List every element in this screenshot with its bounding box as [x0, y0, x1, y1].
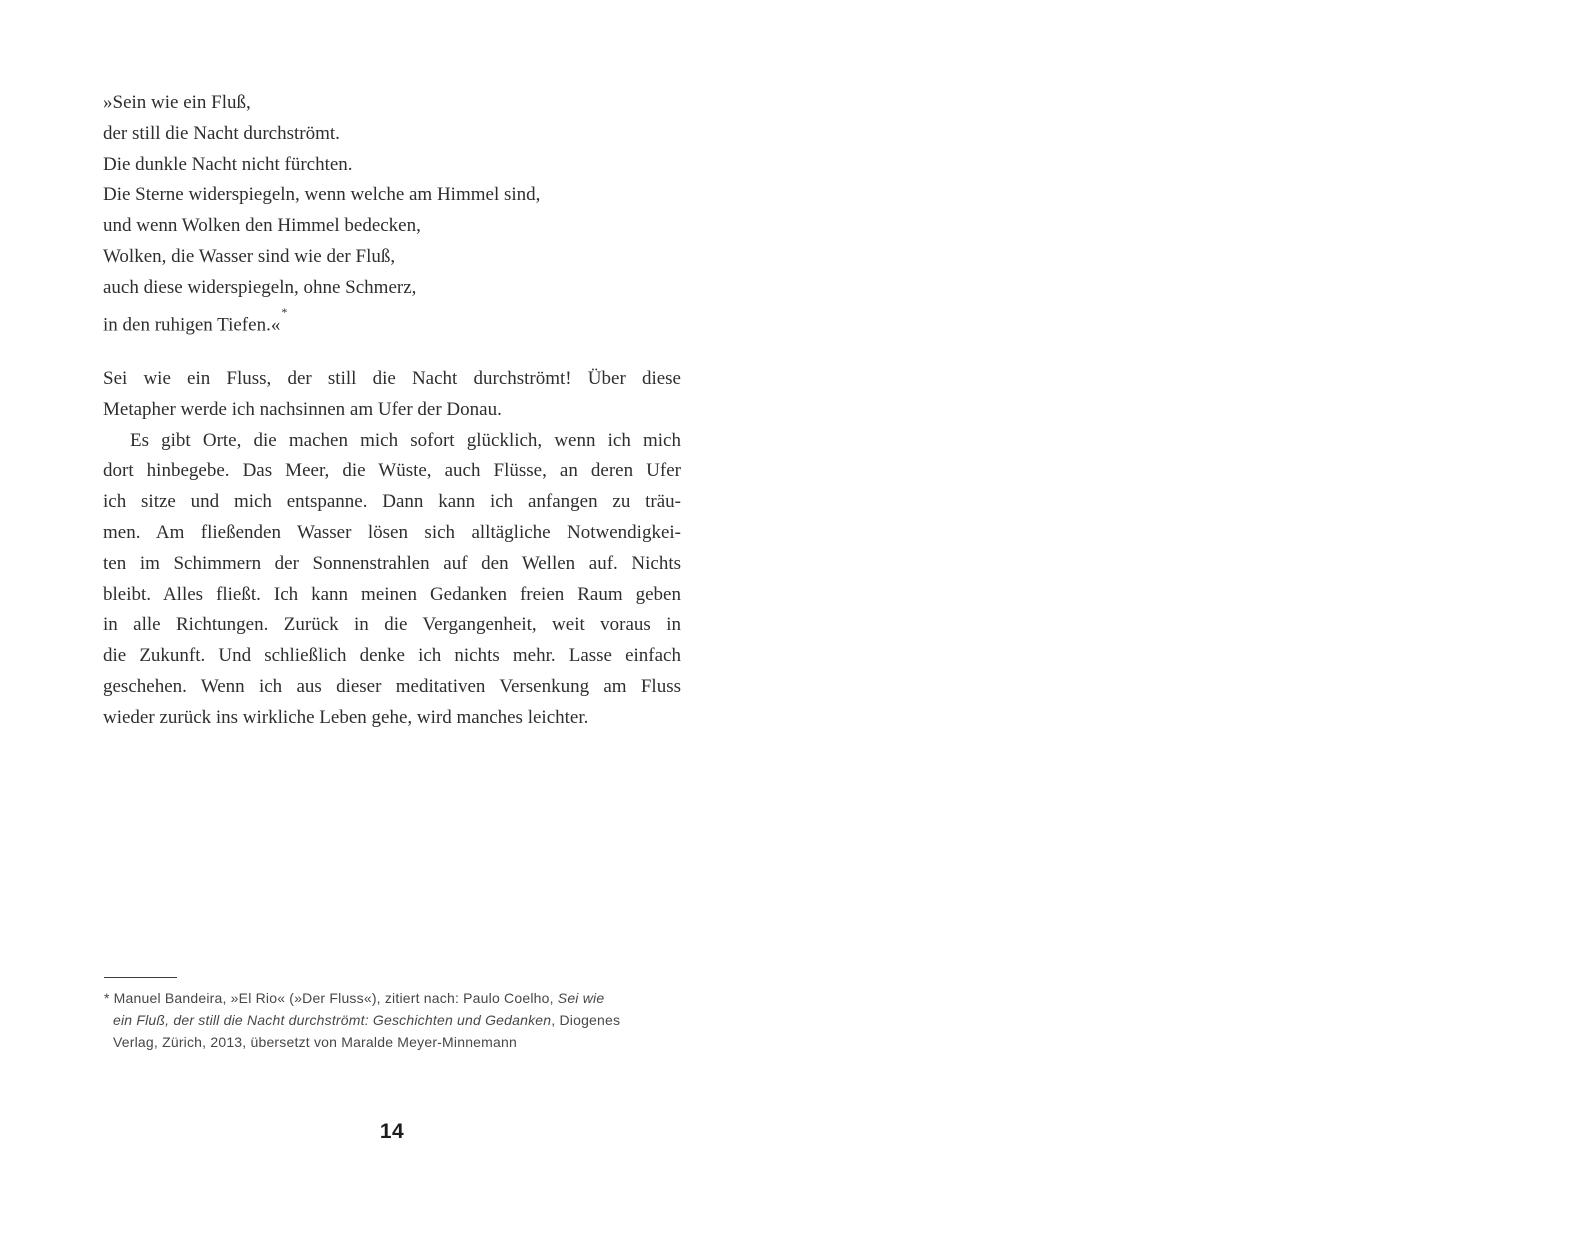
footnote-text: , Diogenes: [551, 1012, 621, 1028]
footnote-rule: [104, 977, 177, 978]
prose-line: bleibt. Alles fließt. Ich kann meinen Gedanken freien Raum geben: [103, 583, 681, 605]
prose-line: geschehen. Wenn ich aus dieser meditativen Versenkung am Fluss: [103, 675, 681, 697]
footnote-text: Verlag, Zürich, 2013, übersetzt von Maralde Meyer-Minnemann: [113, 1034, 517, 1050]
prose-line: Metapher werde ich nachsinnen am Ufer der Donau.: [103, 398, 502, 420]
poem-line: auch diese widerspiegeln, ohne Schmerz,: [103, 276, 417, 298]
prose-line: men. Am fließenden Wasser lösen sich alltägliche Notwendigkei-: [103, 521, 681, 543]
poem-line: Wolken, die Wasser sind wie der Fluß,: [103, 245, 396, 267]
footnote-book-title: ein Fluß, der still die Nacht durchströmt: Geschichten und Gedanken: [113, 1012, 552, 1028]
poem-line: [103, 304, 681, 341]
footnote-text: Manuel Bandeira, »El Rio« (»Der Fluss«), zitiert nach: Paulo Coelho,: [113, 990, 558, 1006]
prose-line: Sei wie ein Fluss, der still die Nacht durchströmt! Über diese: [103, 368, 681, 389]
footnote-reference-marker: *: [281, 304, 288, 319]
footnote-marker: *: [104, 990, 110, 1006]
prose-line: dort hinbegebe. Das Meer, die Wüste, auch Flüsse, an deren Ufer: [103, 460, 681, 482]
poem-line: Die Sterne widerspiegeln, wenn welche am Himmel sind,: [103, 184, 541, 206]
poem-line: Die dunkle Nacht nicht fürchten.: [103, 153, 353, 175]
prose-line: Es gibt Orte, die machen mich sofort glücklich, wenn ich mich: [130, 429, 681, 451]
body-text: [103, 364, 681, 734]
poem-line-text: in den ruhigen Tiefen.«: [103, 313, 281, 335]
prose-line: wieder zurück ins wirkliche Leben gehe, wird manches leichter.: [103, 706, 589, 728]
poem-line: »Sein wie ein Fluß,: [103, 92, 251, 113]
footnote-book-title: Sei wie: [557, 990, 605, 1006]
prose-line: ten im Schimmern der Sonnenstrahlen auf den Wellen auf. Nichts: [103, 552, 681, 574]
poem-line: der still die Nacht durchströmt.: [103, 122, 340, 144]
prose-line: in alle Richtungen. Zurück in die Vergangenheit, weit voraus in: [103, 614, 681, 636]
page-number: 14: [379, 1120, 405, 1143]
footnote: [104, 977, 620, 1053]
footnote-line: [104, 987, 620, 1009]
poem-line: und wenn Wolken den Himmel bedecken,: [103, 215, 421, 237]
footnote-line: [104, 1009, 620, 1031]
footnote-line: [104, 1031, 620, 1053]
poem-quote: [103, 88, 681, 341]
prose-line: ich sitze und mich entspanne. Dann kann ich anfangen zu träu-: [103, 491, 681, 513]
prose-line: die Zukunft. Und schließlich denke ich nichts mehr. Lasse einfach: [103, 645, 681, 667]
